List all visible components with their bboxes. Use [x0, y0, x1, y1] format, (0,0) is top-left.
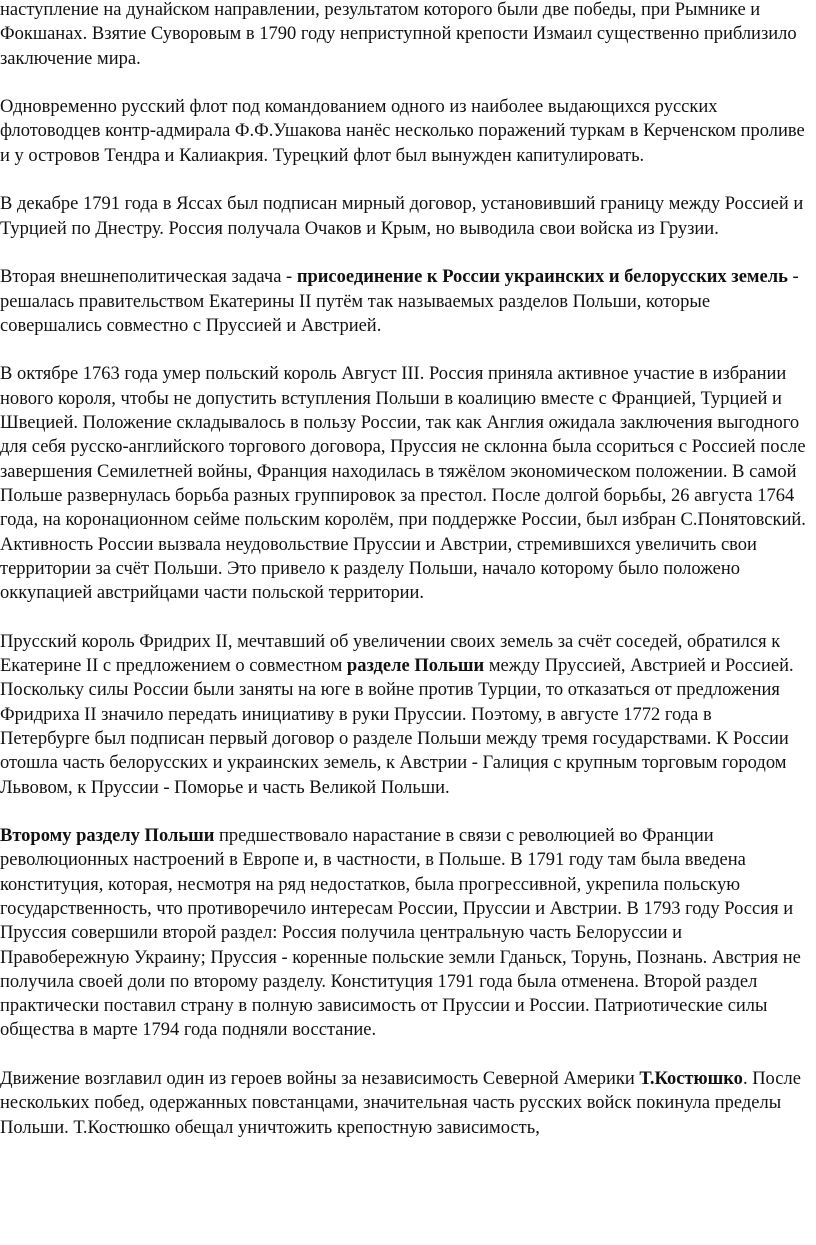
text-run: Движение возглавил один из героев войны за независимость Северной Америки: [0, 1069, 640, 1090]
paragraph-second-partition: [0, 824, 806, 1043]
bold-text-run: Т.Костюшко: [639, 1069, 743, 1090]
text-run: Одновременно русский флот под командованием одного из наиболее выдающихся русских флотоводцев контр-адмирала Ф.Ф.Ушакова нанёс несколько поражений туркам в Керченском проливе и у островов Тендра и Калиакрия. Турецкий флот был вынужден капитулировать.: [0, 97, 805, 166]
text-run: Прусский король Фридрих II, мечтавший об увеличении своих земель за счёт соседей, обратился к Екатерине II с предложением о совместном: [0, 631, 781, 677]
paragraph-first-partition: [0, 630, 806, 800]
paragraph-polish-king-election: [0, 362, 806, 605]
paragraph-second-task: [0, 265, 806, 338]
text-run: между Пруссией, Австрией и Россией. Поскольку силы России были заняты на юге в войне против Турции, то отказаться от предложения Фридриха II значило передать инициативу в руки Пруссии. Поэтому, в августе 1772 года в Петербурге был подписан первый договор о разделе Польши между тремя государствами. К России отошла часть белорусских и украинских земель, к Австрии - Галиция с крупным торговым городом Львовом, к Пруссии - Поморье и часть Великой Польши.: [0, 656, 794, 798]
text-run: предшествовало нарастание в связи с революцией во Франции революционных настроений в Европе и, в частности, в Польше. В 1791 году там была введена конституция, которая, несмотря на ряд недостатков, была прогрессивной, укрепила польскую государственность, что противоречило интересам России, Пруссии и Австрии. В 1793 году Россия и Пруссия совершили второй раздел: Россия получила центральную часть Белоруссии и Правобережную Украину; Пруссия - коренные польские земли Гданьск, Торунь, Познань. Австрия не получила своей доли по второму разделу. Конституция 1791 года была отменена. Второй раздел практически поставил страну в полную зависимость от Пруссии и России. Патриотические силы общества в марте 1794 года подняли восстание.: [0, 826, 801, 1041]
text-run: . После нескольких побед, одержанных повстанцами, значительная часть русских войск покинула пределы Польши. Т.Костюшко обещал уничтожить крепостную зависимость,: [0, 1069, 801, 1138]
text-run: - решалась правительством Екатерины II путём так называемых разделов Польши, которые совершались совместно с Пруссией и Австрией.: [0, 267, 799, 336]
bold-text-run: разделе Польши: [346, 656, 485, 677]
paragraph-ushakov-fleet: [0, 95, 806, 168]
text-run: В декабре 1791 года в Яссах был подписан мирный договор, установивший границу между Россией и Турцией по Днестру. Россия получала Очаков и Крым, но выводила свои войска из Грузии.: [0, 194, 804, 239]
text-run: В октябре 1763 года умер польский король Август III. Россия приняла активное участие в избрании нового короля, чтобы не допустить вступления Польши в коалицию вместе с Францией, Турцией и Швецией. Положение складывалось в пользу России, так как Англия ожидала заключения выгодного для себя русско-английского торгового договора, Пруссия не склонна была ссориться с Россией после завершения Семилетней войны, Франция находилась в тяжёлом экономическом положении. В самой Польше развернулась борьба разных группировок за престол. После долгой борьбы, 26 августа 1764 года, на коронационном сейме польским королём, при поддержке России, был избран С.Понятовский. Активность России вызвала неудовольствие Пруссии и Австрии, стремившихся увеличить свои территории за счёт Польши. Это привело к разделу Польши, начало которому было положено оккупацией австрийцами части польской территории.: [0, 364, 806, 604]
bold-text-run: присоединение к России украинских и белорусских земель: [296, 267, 788, 288]
text-run: Вторая внешнеполитическая задача -: [0, 267, 297, 288]
text-run: наступление на дунайском направлении, результатом которого были две победы, при Рымнике и Фокшанах. Взятие Суворовым в 1790 году неприступной крепости Измаил существенно приблизило заключение мира.: [0, 0, 797, 69]
paragraph-danube-campaign: [0, 0, 806, 71]
paragraph-kosciuszko-uprising: [0, 1067, 806, 1140]
paragraph-jassy-treaty: [0, 192, 806, 241]
bold-text-run: Второму разделу Польши: [0, 826, 215, 847]
